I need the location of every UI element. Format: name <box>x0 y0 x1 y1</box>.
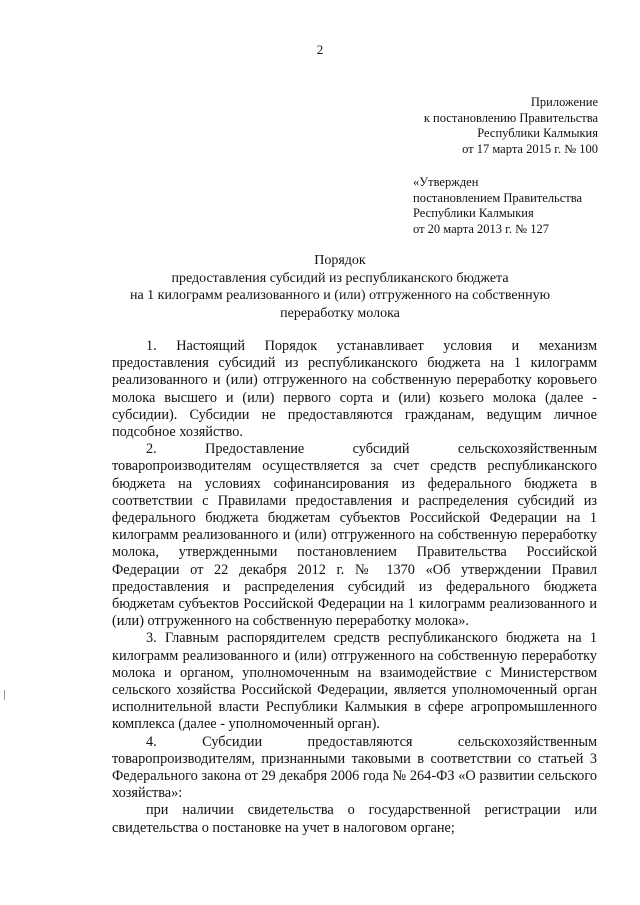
approval-block <box>413 175 582 237</box>
page-number: 2 <box>316 42 324 57</box>
title-line: предоставления субсидий из республиканского бюджета <box>171 270 509 286</box>
annex-line: от 17 марта 2015 г. № 100 <box>462 141 598 156</box>
paragraph-1: 1. Настоящий Порядок устанавливает условия и механизм предоставления субсидий из республиканского бюджета на 1 килограмм реализованного и (или) отгруженного на собственную переработку коровьего молока высшего и (или) первого сорта и (или) козьего молока (далее - субсидии). Субсидии не предоставляются гражданам, ведущим личное подсобное хозяйство. <box>112 338 597 441</box>
paragraph-2: 2. Предоставление субсидий сельскохозяйственным товаропроизводителям осуществляется за счет средств республиканского бюджета на условиях софинансирования из федерального бюджета в соответствии с Правилами предоставления и распределения субсидий из федерального бюджета бюджетам субъектов Российской Федерации на 1 килограмм реализованного и (или) отгруженного на собственную переработку молока, утвержденными постановлением Правительства Российской Федерации от 22 декабря 2012 г. № 1370 «Об утверждении Правил предоставления и распределения субсидий из федерального бюджета бюджетам субъектов Российской Федерации на 1 килограмм реализованного и (или) отгруженного на собственную переработку молока». <box>112 441 597 630</box>
approval-line: от 20 марта 2013 г. № 127 <box>413 221 549 236</box>
scan-margin-mark <box>4 690 5 700</box>
approval-line: Республики Калмыкия <box>413 206 534 220</box>
title-line: на 1 килограмм реализованного и (или) отгруженного на собственную <box>129 288 551 303</box>
title-line: переработку молока <box>280 305 400 321</box>
annex-block <box>424 95 598 157</box>
approval-line: «Утвержден <box>413 175 479 189</box>
paragraph-3: 3. Главным распорядителем средств республиканского бюджета на 1 килограмм реализованного и (или) отгруженного на собственную переработку молока и органом, уполномоченным на взаимодействие с Министерством сельского хозяйства Российской Федерации, является уполномоченный орган исполнительной власти Республики Калмыкия в сфере агропромышленного комплекса (далее - уполномоченный орган). <box>112 630 597 733</box>
annex-line: Приложение <box>530 95 598 109</box>
title-heading: Порядок <box>314 253 366 268</box>
document-title <box>60 252 620 322</box>
annex-line: Республики Калмыкия <box>477 126 598 140</box>
annex-line: к постановлению Правительства <box>423 110 598 125</box>
document-body <box>112 338 597 837</box>
approval-line: постановлением Правительства <box>413 190 583 205</box>
paragraph-5: при наличии свидетельства о государственной регистрации или свидетельства о постановке на учет в налоговом органе; <box>112 802 597 836</box>
paragraph-4: 4. Субсидии предоставляются сельскохозяйственным товаропроизводителям, признанными таковыми в соответствии со статьей 3 Федерального закона от 29 декабря 2006 года № 264-ФЗ «О развитии сельского хозяйства»: <box>112 733 597 802</box>
